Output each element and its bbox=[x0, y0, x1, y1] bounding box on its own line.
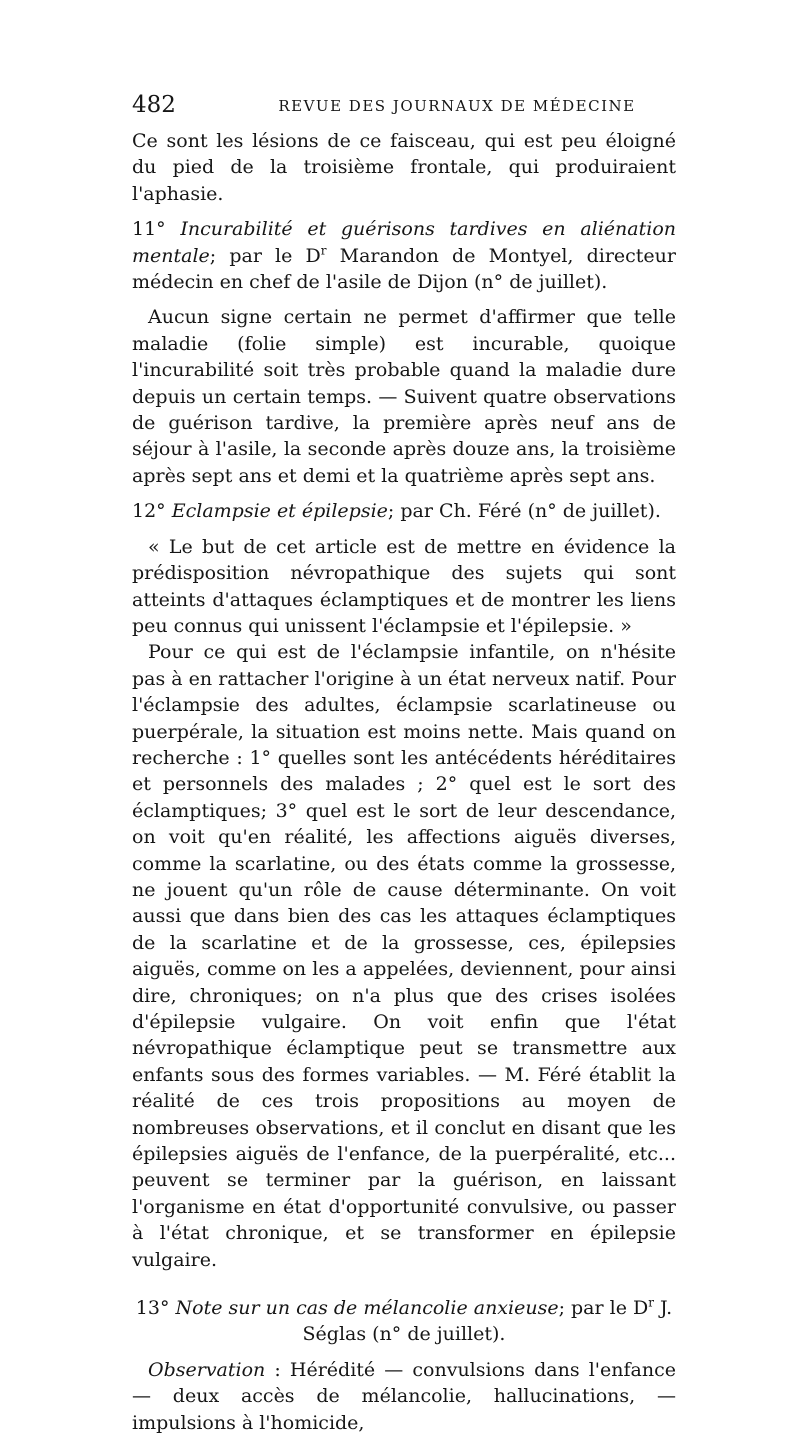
item-11-sup: r bbox=[320, 243, 327, 258]
item-11-title: Incurabilité et guérisons tardives en aliénation mentale bbox=[132, 218, 677, 267]
item-11-number: 11° bbox=[132, 218, 166, 241]
paragraph-8 bbox=[132, 1357, 676, 1436]
paragraph-5-quote: « Le but de cet article est de mettre en évidence la prédisposition névropathique des sujets qui sont atteints d'attaques éclamptiques et de montrer les liens peu connus qui unissent l'éclampsie et l'épilepsie. » bbox=[132, 535, 676, 637]
item-12-heading bbox=[132, 498, 676, 524]
page-body bbox=[132, 128, 676, 1436]
item-11-heading bbox=[132, 216, 676, 295]
item-13-author-a: ; par le D bbox=[558, 1297, 649, 1320]
item-11-author-b: Marandon de Montyel, directeur médecin en chef de l'asile de Dijon (n° de juillet). bbox=[132, 244, 676, 294]
item-12-author: ; par Ch. Féré (n° de juillet). bbox=[387, 500, 661, 523]
item-13-sup: r bbox=[648, 1295, 654, 1310]
item-13-heading bbox=[132, 1295, 676, 1348]
running-title: REVUE DES JOURNAUX DE MÉDECINE bbox=[278, 97, 636, 115]
paragraph-6: Pour ce qui est de l'éclampsie infantile, on n'hésite pas à en rattacher l'origine à un état nerveux natif. Pour l'éclampsie des adultes, éclampsie scarlatineuse ou puerpérale, la situation est moins nette. Mais quand on recherche : 1° quelles sont les antécédents héréditaires et personnels des malades ; 2° quel est le sort des éclamptiques; 3° quel est le sort de leur descendance, on voit qu'en réalité, les affections aiguës diverses, comme la scarlatine, ou des états comme la grossesse, ne jouent qu'un rôle de cause déterminante. On voit aussi que dans bien des cas les attaques éclamptiques de la scarlatine et de la grossesse, ces, épilepsies aiguës, comme on les a appelées, deviennent, pour ainsi dire, chroniques; on n'a plus que des crises isolées d'épilepsie vulgaire. On voit enfin que l'état névropathique éclamptique peut se transmettre aux enfants sous des formes variables. — M. Féré établit la réalité de ces trois propositions au moyen de nombreuses observations, et il conclut en disant que les épilepsies aiguës de l'enfance, de la puerpéralité, etc... peuvent se terminer par la guérison, en laissant l'organisme en état d'opportunité convulsive, ou passer à l'état chronique, et se transformer en épilepsie vulgaire. bbox=[132, 641, 676, 1271]
page-number: 482 bbox=[132, 92, 176, 118]
paragraph-1: Ce sont les lésions de ce faisceau, qui est peu éloigné du pied de la troisième frontale, qui produiraient l'aphasie. bbox=[132, 130, 676, 205]
item-13-title: Note sur un cas de mélancolie anxieuse bbox=[175, 1297, 559, 1320]
observation-label: Observation bbox=[148, 1358, 266, 1381]
item-11-author-a: ; par le D bbox=[209, 244, 321, 267]
item-12-title: Eclampsie et épilepsie bbox=[171, 500, 388, 523]
observation-text: : Hérédité — convulsions dans l'enfance — deux accès de mélancolie, hallucinations, — impulsions à l'homicide, bbox=[132, 1358, 676, 1434]
item-13-author-b: J. Séglas (n° de juillet). bbox=[302, 1297, 673, 1346]
paragraph-3: Aucun signe certain ne permet d'affirmer que telle maladie (folie simple) est incurable, quoique l'incurabilité soit très probable quand la maladie dure depuis un certain temps. — Suivent quatre observations de guérison tardive, la première après neuf ans de séjour à l'asile, la seconde après douze ans, la troisième après sept ans et demi et la quatrième après sept ans. bbox=[132, 306, 676, 487]
page-header bbox=[132, 92, 676, 122]
item-13-number: 13° bbox=[135, 1297, 170, 1320]
item-12-number: 12° bbox=[132, 500, 166, 523]
